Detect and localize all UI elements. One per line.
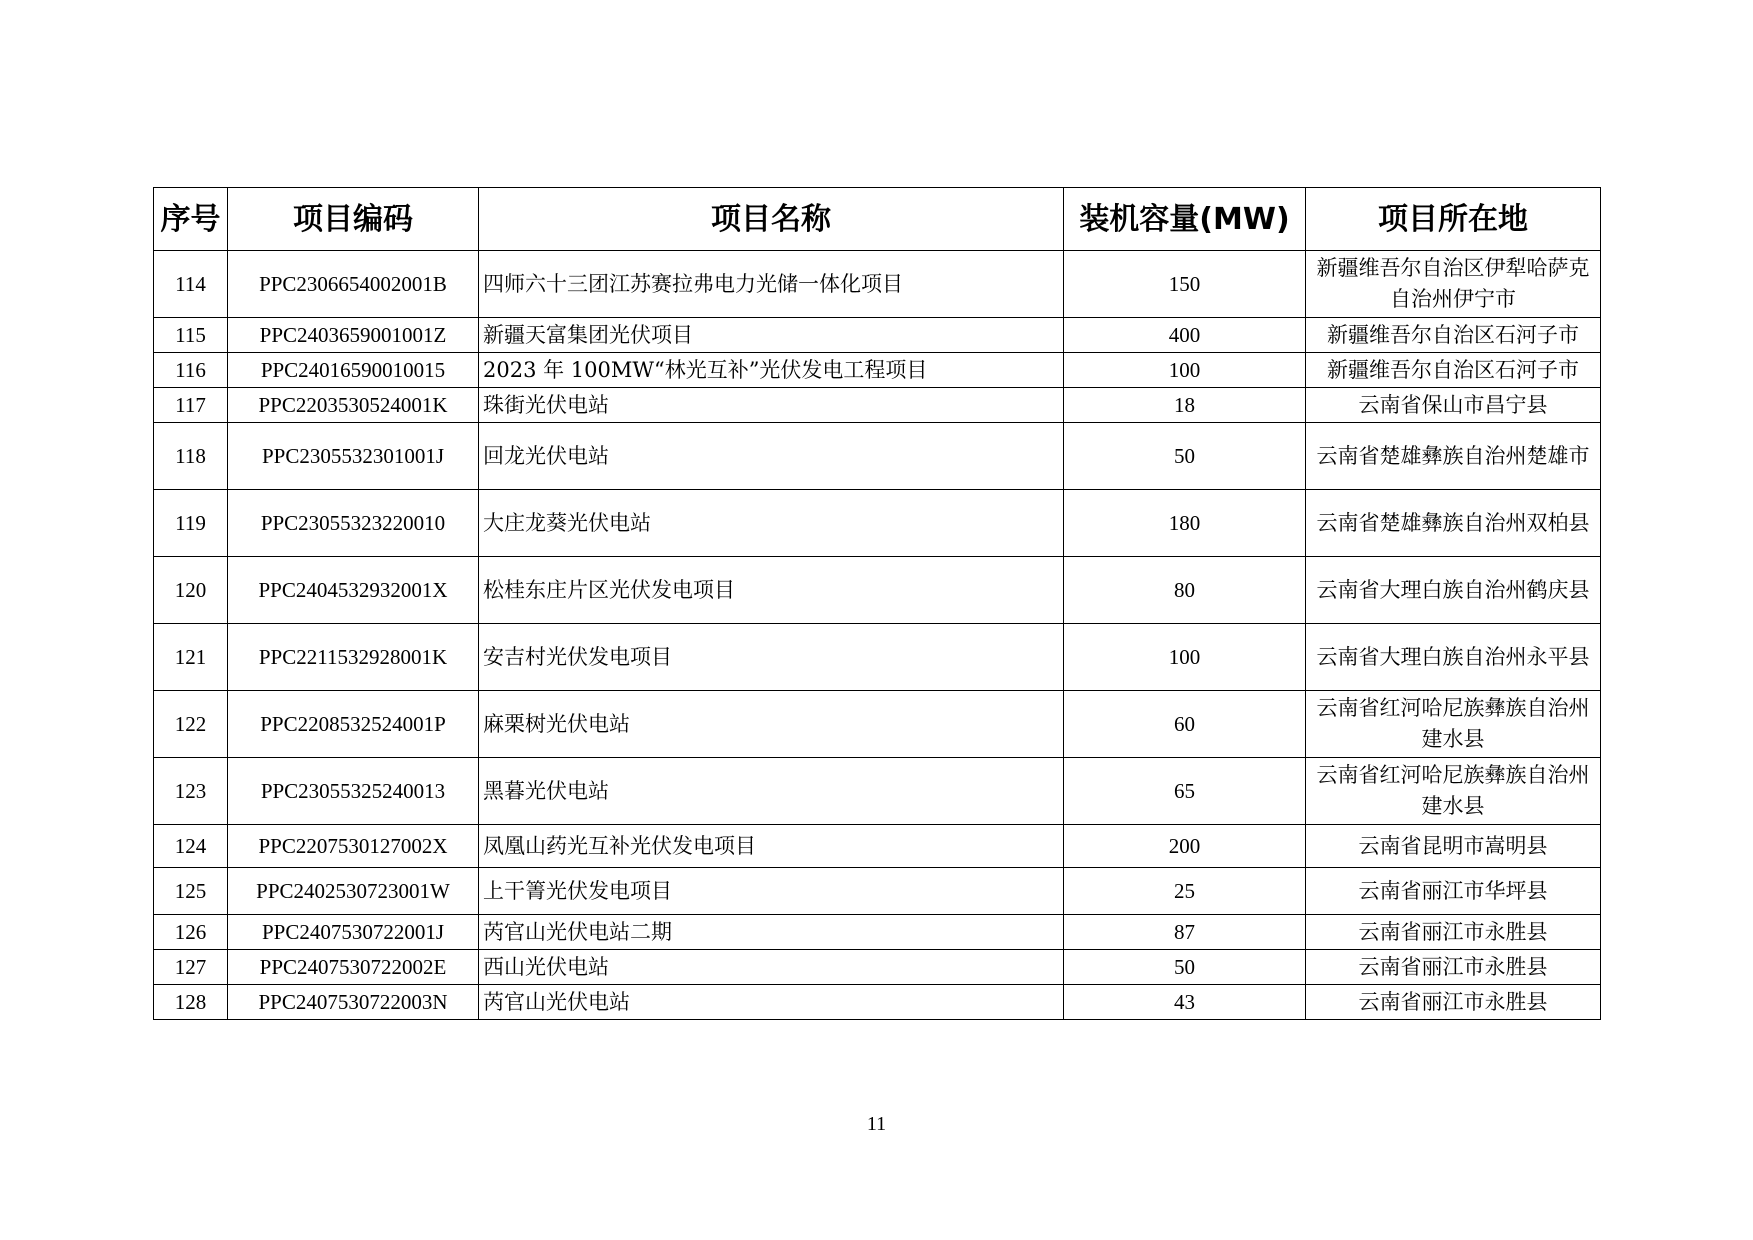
cell-name: 四师六十三团江苏赛拉弗电力光储一体化项目 — [479, 251, 1064, 318]
cell-code: PPC24016590010015 — [228, 353, 479, 388]
cell-location: 云南省保山市昌宁县 — [1306, 388, 1601, 423]
cell-capacity: 80 — [1064, 557, 1306, 624]
cell-location: 云南省大理白族自治州鹤庆县 — [1306, 557, 1601, 624]
cell-code: PPC2407530722002E — [228, 950, 479, 985]
cell-capacity: 18 — [1064, 388, 1306, 423]
cell-capacity: 150 — [1064, 251, 1306, 318]
cell-capacity: 87 — [1064, 915, 1306, 950]
cell-location: 云南省楚雄彝族自治州双柏县 — [1306, 490, 1601, 557]
cell-capacity: 100 — [1064, 353, 1306, 388]
table-row — [154, 985, 1601, 1020]
cell-name: 珠街光伏电站 — [479, 388, 1064, 423]
cell-location: 新疆维吾尔自治区伊犁哈萨克自治州伊宁市 — [1306, 251, 1601, 318]
cell-no: 122 — [154, 691, 228, 758]
table-row — [154, 490, 1601, 557]
cell-location: 新疆维吾尔自治区石河子市 — [1306, 318, 1601, 353]
cell-code: PPC2211532928001K — [228, 624, 479, 691]
cell-code: PPC2306654002001B — [228, 251, 479, 318]
cell-location: 云南省昆明市嵩明县 — [1306, 825, 1601, 868]
cell-location: 云南省红河哈尼族彝族自治州建水县 — [1306, 758, 1601, 825]
cell-name: 大庄龙葵光伏电站 — [479, 490, 1064, 557]
cell-name: 凤凰山药光互补光伏发电项目 — [479, 825, 1064, 868]
page-number: 11 — [866, 1113, 887, 1135]
table-body — [154, 251, 1601, 1020]
cell-name: 黑暮光伏电站 — [479, 758, 1064, 825]
cell-location: 云南省丽江市永胜县 — [1306, 915, 1601, 950]
table-row — [154, 950, 1601, 985]
cell-no: 119 — [154, 490, 228, 557]
cell-name: 新疆天富集团光伏项目 — [479, 318, 1064, 353]
header-location: 项目所在地 — [1306, 188, 1601, 251]
cell-no: 118 — [154, 423, 228, 490]
cell-name: 2023 年 100MW“林光互补”光伏发电工程项目 — [479, 353, 1064, 388]
cell-no: 126 — [154, 915, 228, 950]
cell-no: 117 — [154, 388, 228, 423]
table-row — [154, 388, 1601, 423]
cell-capacity: 43 — [1064, 985, 1306, 1020]
cell-name: 芮官山光伏电站 — [479, 985, 1064, 1020]
cell-location: 云南省丽江市华坪县 — [1306, 868, 1601, 915]
cell-code: PPC2208532524001P — [228, 691, 479, 758]
cell-code: PPC2403659001001Z — [228, 318, 479, 353]
cell-no: 116 — [154, 353, 228, 388]
cell-code: PPC2203530524001K — [228, 388, 479, 423]
table-row — [154, 691, 1601, 758]
cell-name: 松桂东庄片区光伏发电项目 — [479, 557, 1064, 624]
cell-code: PPC2404532932001X — [228, 557, 479, 624]
table-row — [154, 915, 1601, 950]
table-row — [154, 624, 1601, 691]
cell-code: PPC23055325240013 — [228, 758, 479, 825]
cell-capacity: 50 — [1064, 423, 1306, 490]
cell-name: 回龙光伏电站 — [479, 423, 1064, 490]
cell-no: 127 — [154, 950, 228, 985]
cell-name: 芮官山光伏电站二期 — [479, 915, 1064, 950]
cell-no: 120 — [154, 557, 228, 624]
project-table — [153, 187, 1601, 1020]
cell-no: 128 — [154, 985, 228, 1020]
cell-name: 西山光伏电站 — [479, 950, 1064, 985]
cell-code: PPC2407530722003N — [228, 985, 479, 1020]
cell-name: 上干箐光伏发电项目 — [479, 868, 1064, 915]
cell-location: 云南省大理白族自治州永平县 — [1306, 624, 1601, 691]
table-row — [154, 557, 1601, 624]
cell-no: 125 — [154, 868, 228, 915]
header-no: 序号 — [154, 188, 228, 251]
table-row — [154, 251, 1601, 318]
cell-capacity: 65 — [1064, 758, 1306, 825]
cell-code: PPC2305532301001J — [228, 423, 479, 490]
cell-capacity: 100 — [1064, 624, 1306, 691]
cell-capacity: 25 — [1064, 868, 1306, 915]
cell-no: 114 — [154, 251, 228, 318]
header-capacity: 装机容量(MW) — [1064, 188, 1306, 251]
table-row — [154, 318, 1601, 353]
cell-code: PPC2402530723001W — [228, 868, 479, 915]
header-name: 项目名称 — [479, 188, 1064, 251]
cell-capacity: 180 — [1064, 490, 1306, 557]
table-row — [154, 423, 1601, 490]
cell-capacity: 200 — [1064, 825, 1306, 868]
cell-no: 121 — [154, 624, 228, 691]
cell-code: PPC23055323220010 — [228, 490, 479, 557]
cell-location: 云南省丽江市永胜县 — [1306, 950, 1601, 985]
cell-code: PPC2407530722001J — [228, 915, 479, 950]
cell-capacity: 400 — [1064, 318, 1306, 353]
cell-code: PPC2207530127002X — [228, 825, 479, 868]
header-code: 项目编码 — [228, 188, 479, 251]
cell-location: 新疆维吾尔自治区石河子市 — [1306, 353, 1601, 388]
cell-location: 云南省楚雄彝族自治州楚雄市 — [1306, 423, 1601, 490]
cell-no: 123 — [154, 758, 228, 825]
cell-name: 麻栗树光伏电站 — [479, 691, 1064, 758]
cell-name: 安吉村光伏发电项目 — [479, 624, 1064, 691]
table-row — [154, 868, 1601, 915]
cell-capacity: 60 — [1064, 691, 1306, 758]
table-header-row — [154, 188, 1601, 251]
table-row — [154, 758, 1601, 825]
cell-no: 124 — [154, 825, 228, 868]
cell-location: 云南省丽江市永胜县 — [1306, 985, 1601, 1020]
cell-capacity: 50 — [1064, 950, 1306, 985]
cell-no: 115 — [154, 318, 228, 353]
table-row — [154, 825, 1601, 868]
cell-location: 云南省红河哈尼族彝族自治州建水县 — [1306, 691, 1601, 758]
table-row — [154, 353, 1601, 388]
